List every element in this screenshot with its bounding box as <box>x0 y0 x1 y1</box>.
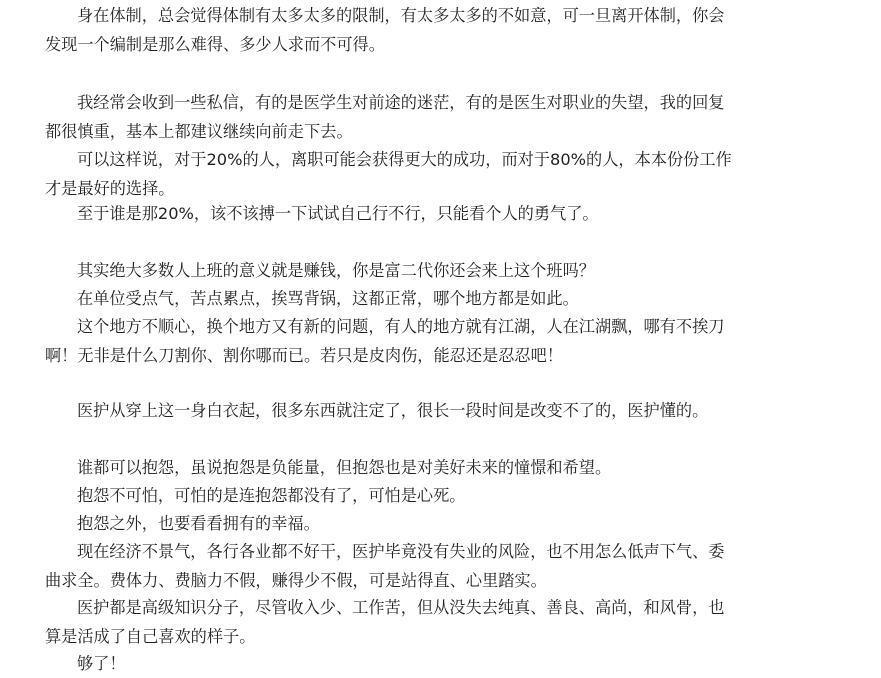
paragraph-12: 现在经济不景气，各行各业都不好干，医护毕竟没有失业的风险，也不用怎么低声下气、委曲求全。费体力、费脑力不假，赚得少不假，可是站得直、心里踏实。 <box>45 542 725 590</box>
paragraph-1: 身在体制，总会觉得体制有太多太多的限制，有太多太多的不如意，可一旦离开体制，你会发现一个编制是那么难得、多少人求而不可得。 <box>45 6 725 54</box>
paragraph-13: 医护都是高级知识分子，尽管收入少、工作苦，但从没失去纯真、善良、高尚，和风骨，也算是活成了自己喜欢的样子。 <box>45 598 725 646</box>
paragraph-7: 这个地方不顺心，换个地方又有新的问题，有人的地方就有江湖，人在江湖飘，哪有不挨刀啊！无非是什么刀割你、割你哪而已。若只是皮肉伤，能忍还是忍忍吧！ <box>45 317 725 365</box>
paragraph-4: 至于谁是那20%，该不该搏一下试试自己行不行，只能看个人的勇气了。 <box>77 204 599 223</box>
paragraph-5: 其实绝大多数人上班的意义就是赚钱，你是富二代你还会来上这个班吗？ <box>77 261 595 280</box>
paragraph-6: 在单位受点气，苦点累点，挨骂背锅，这都正常，哪个地方都是如此。 <box>77 289 579 308</box>
paragraph-14: 够了！ <box>77 654 126 673</box>
paragraph-10: 抱怨不可怕，可怕的是连抱怨都没有了，可怕是心死。 <box>77 486 466 505</box>
paragraph-3: 可以这样说，对于20%的人，离职可能会获得更大的成功，而对于80%的人，本本份份工作才是最好的选择。 <box>45 150 732 198</box>
paragraph-11: 抱怨之外，也要看看拥有的幸福。 <box>77 514 320 533</box>
paragraph-9: 谁都可以抱怨，虽说抱怨是负能量，但抱怨也是对美好未来的憧憬和希望。 <box>77 458 612 477</box>
paragraph-8: 医护从穿上这一身白衣起，很多东西就注定了，很长一段时间是改变不了的，医护懂的。 <box>77 401 709 420</box>
paragraph-2: 我经常会收到一些私信，有的是医学生对前途的迷茫，有的是医生对职业的失望，我的回复都很慎重，基本上都建议继续向前走下去。 <box>45 93 725 141</box>
